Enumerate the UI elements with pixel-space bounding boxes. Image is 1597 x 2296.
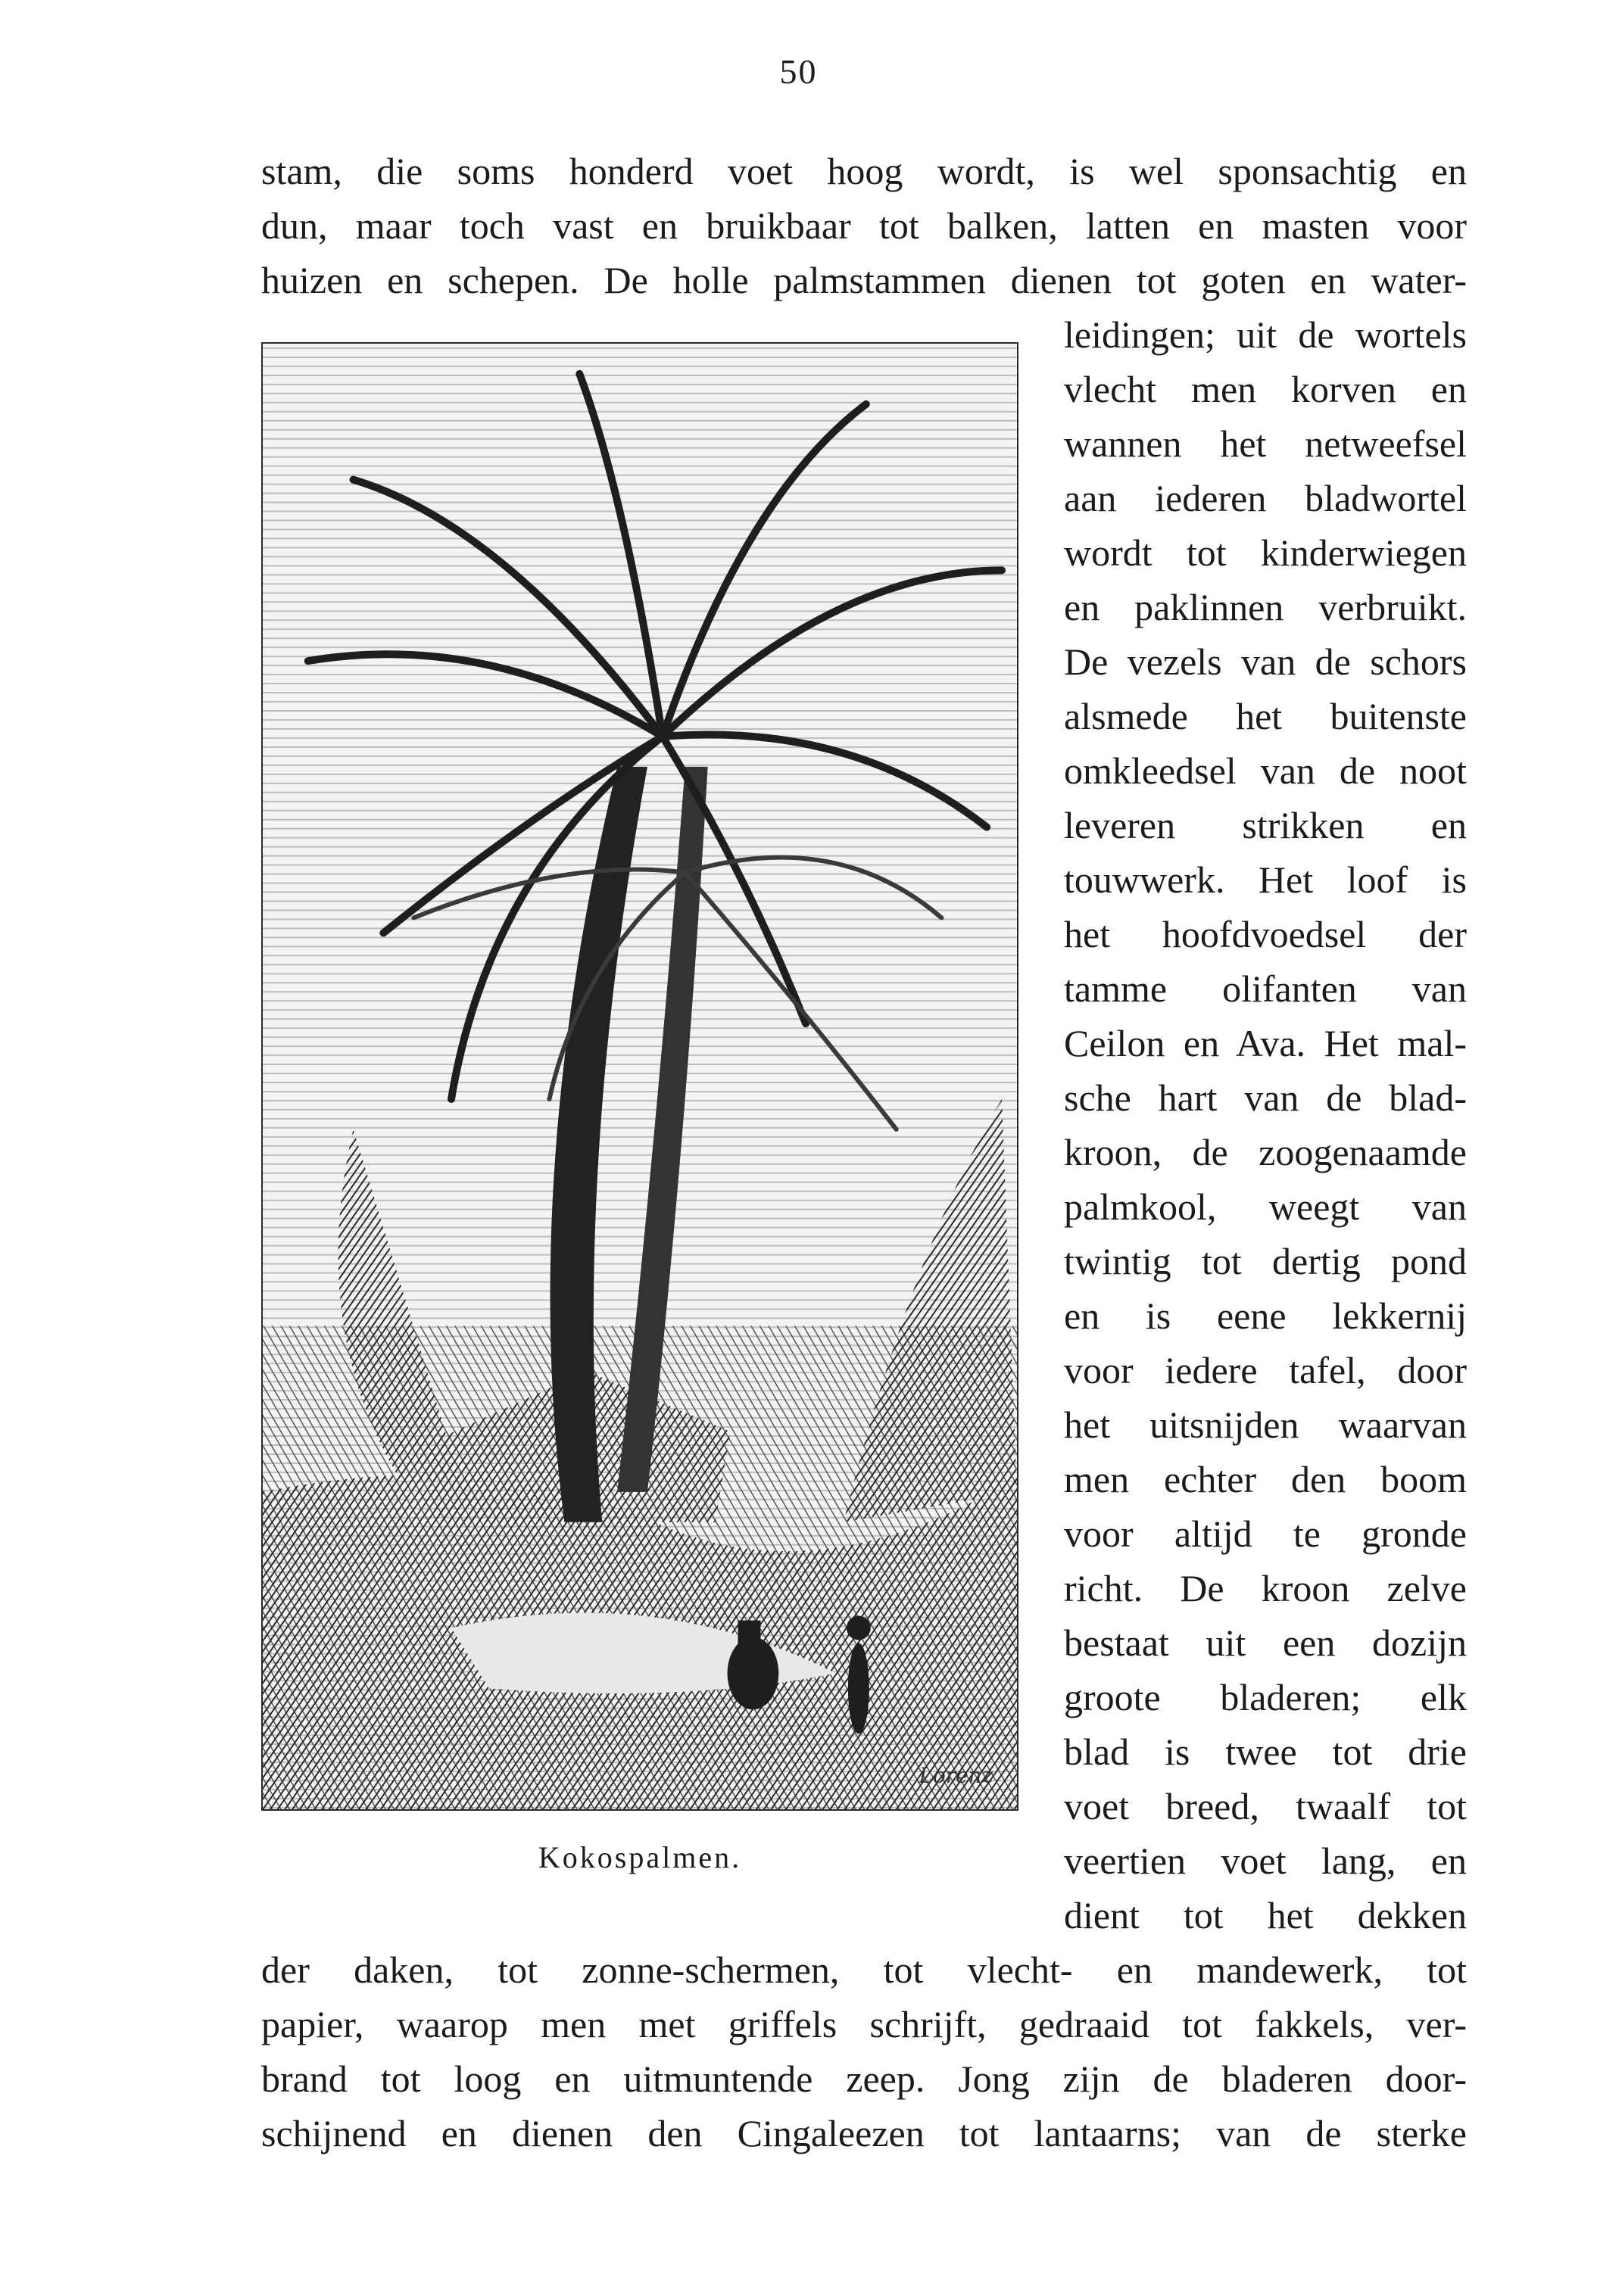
text-line: wannen het netweefsel <box>1064 422 1467 465</box>
text-line: aan iederen bladwortel <box>1064 477 1467 519</box>
palm-engraving-illustration <box>261 342 1018 1811</box>
text-line: voor iedere tafel, door <box>1064 1349 1467 1391</box>
text-line: en is eene lekkernij <box>1064 1294 1467 1337</box>
text-line: richt. De kroon zelve <box>1064 1567 1467 1609</box>
text-line: huizen en schepen. De holle palmstammen dienen tot goten en water- <box>261 259 1467 301</box>
text-line: touwwerk. Het loof is <box>1064 858 1467 901</box>
text-line: kroon, de zoogenaamde <box>1064 1131 1467 1173</box>
text-line: leveren strikken en <box>1064 804 1467 846</box>
figure-caption: Kokospalmen. <box>538 1840 742 1874</box>
text-line: schijnend en dienen den Cingaleezen tot lantaarns; van de sterke <box>261 2112 1467 2154</box>
text-line: brand tot loog en uitmuntende zeep. Jong zijn de bladeren door- <box>261 2058 1467 2100</box>
text-line: palmkool, weegt van <box>1064 1185 1467 1228</box>
text-line: en paklinnen verbruikt. <box>1064 586 1467 628</box>
text-line: voor altijd te gronde <box>1064 1512 1467 1555</box>
text-line: De vezels van de schors <box>1064 640 1467 683</box>
text-line: papier, waarop men met griffels schrijft, gedraaid tot fakkels, ver- <box>261 2003 1467 2045</box>
text-line: twintig tot dertig pond <box>1064 1240 1467 1282</box>
text-line: stam, die soms honderd voet hoog wordt, is wel sponsachtig en <box>261 150 1467 192</box>
text-line: tamme olifanten van <box>1064 967 1467 1010</box>
text-line: vlecht men korven en <box>1064 368 1467 410</box>
text-line: leidingen; uit de wortels <box>1064 313 1467 356</box>
engraving-drawing <box>263 344 1017 1809</box>
text-line: het hoofdvoedsel der <box>1064 913 1467 955</box>
text-line: men echter den boom <box>1064 1458 1467 1500</box>
text-line: der daken, tot zonne-schermen, tot vlecht- en mandewerk, tot <box>261 1949 1467 1991</box>
text-line: blad is twee tot drie <box>1064 1731 1467 1773</box>
text-line: wordt tot kinderwiegen <box>1064 531 1467 574</box>
text-line: dient tot het dekken <box>1064 1894 1467 1936</box>
text-line: sche hart van de blad- <box>1064 1076 1467 1119</box>
text-line: Ceilon en Ava. Het mal- <box>1064 1022 1467 1064</box>
text-line: veertien voet lang, en <box>1064 1840 1467 1882</box>
text-line: bestaat uit een dozijn <box>1064 1622 1467 1664</box>
text-line: groote bladeren; elk <box>1064 1676 1467 1718</box>
text-line: alsmede het buitenste <box>1064 695 1467 737</box>
text-line: omkleedsel van de noot <box>1064 749 1467 792</box>
page-number: 50 <box>779 52 818 91</box>
engraver-signature: Lorenz <box>919 1763 993 1789</box>
text-line: het uitsnijden waarvan <box>1064 1403 1467 1446</box>
text-line: dun, maar toch vast en bruikbaar tot balken, latten en masten voor <box>261 204 1467 247</box>
text-line: voet breed, twaalf tot <box>1064 1785 1467 1827</box>
